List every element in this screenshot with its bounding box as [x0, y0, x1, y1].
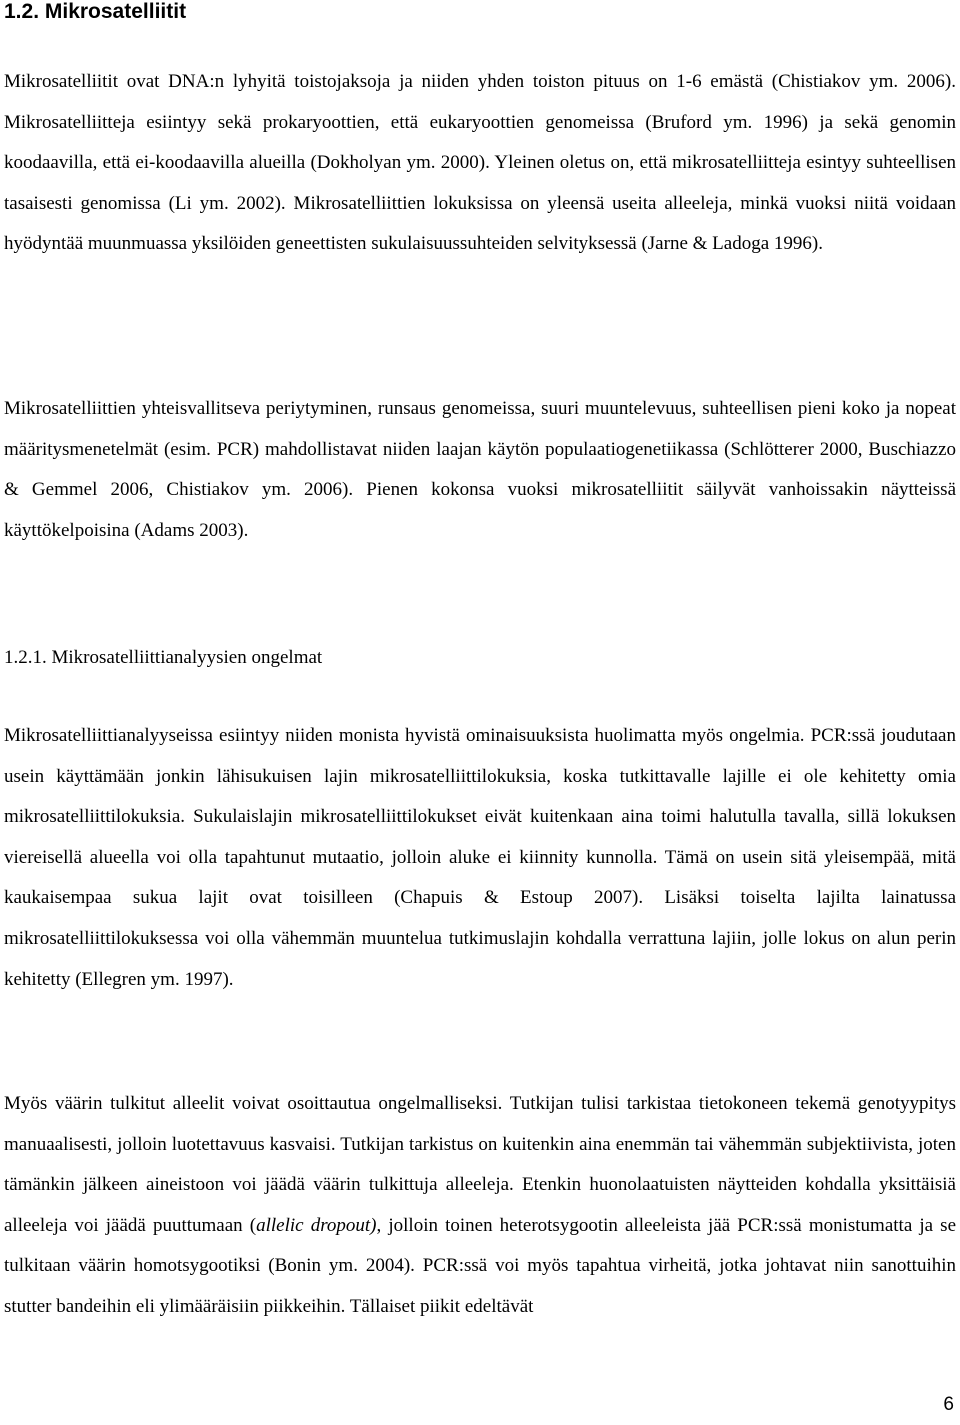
paragraph-3: Mikrosatelliittianalyyseissa esiintyy niiden monista hyvistä ominaisuuksista huolimatta myös ongelmia. PCR:ssä joudutaan usein käyttämään jonkin lähisukuisen lajin mikrosatelliittilokuksia, koska tutkittavalle lajille ei ole kehitetty omia mikrosatelliittilokuksia. Sukulaislajin mikrosatelliittilokukset eivät kuitenkaan aina toimi halutulla tavalla, sillä lokuksen viereisellä alueella voi olla tapahtunut mutaatio, jolloin aluke ei kiinnity kunnolla. Tämä on usein sitä yleisempää, mitä kaukaisempaa sukua lajit ovat toisilleen (Chapuis & Estoup 2007). Lisäksi toiselta lajilta lainatussa mikrosatelliittilokuksessa voi olla vähemmän muuntelua tutkimuslajin kohdalla verrattuna lajiin, jolle lokus on alun perin kehitetty (Ellegren ym. 1997). [4, 725, 956, 990]
paragraph-4 [4, 1084, 956, 1328]
subsection-heading: 1.2.1. Mikrosatelliittianalyysien ongelmat [4, 647, 323, 668]
paragraph-2: Mikrosatelliittien yhteisvallitseva periytyminen, runsaus genomeissa, suuri muuntelevuus, suhteellisen pieni koko ja nopeat määritysmenetelmät (esim. PCR) mahdollistavat niiden laajan käytön populaatiogenetiikassa (Schlötterer 2000, Buschiazzo & Gemmel 2006, Chistiakov ym. 2006). Pienen kokonsa vuoksi mikrosatelliitit säilyvät vanhoissakin näytteissä käyttökelpoisina (Adams 2003). [4, 398, 956, 541]
section-heading: 1.2. Mikrosatelliitit [4, 0, 187, 23]
paragraph-1: Mikrosatelliitit ovat DNA:n lyhyitä toistojaksoja ja niiden yhden toiston pituus on 1-6 emästä (Chistiakov ym. 2006). Mikrosatelliitteja esiintyy sekä prokaryoottien, että eukaryoottien genomeissa (Bruford ym. 1996) ja sekä genomin koodaavilla, että ei-koodaavilla alueilla (Dokholyan ym. 2000). Yleinen oletus on, että mikrosatelliitteja esintyy suhteellisen tasaisesti genomissa (Li ym. 2002). Mikrosatelliittien lokuksissa on yleensä useita alleeleja, minkä vuoksi niitä voidaan hyödyntää muunmuassa yksilöiden geneettisten sukulaisuussuhteiden selvityksessä (Jarne & Ladoga 1996). [4, 71, 956, 255]
paragraph-4-text-a: Myös väärin tulkitut alleelit voivat osoittautua ongelmalliseksi. Tutkijan tulisi tarkistaa tietokoneen tekemä genotyypitys manuaalisesti, jolloin luotettavuus kasvaisi. Tutkijan tarkistus on kuitenkin aina enemmän tai vähemmän subjektiivista, joten tämänkin jälkeen aineistoon voi jäädä väärin tulkittuja alleeleja. Etenkin huonolaatuisten näytteiden kohdalla yksittäisiä alleeleja voi jäädä puuttumaan ( [4, 1093, 956, 1236]
paragraph-4-italic-term: allelic dropout) [256, 1214, 377, 1236]
paragraph-4-text-b: , jolloin toinen heterotsygootin alleeleista jää PCR:ssä monistumatta ja se tulkitaan väärin homotsygootiksi (Bonin ym. 2004). PCR:ssä voi myös tapahtua virheitä, jotka johtavat niin sanottuihin stutter bandeihin eli ylimääräisiin piikkeihin. Tällaiset piikit edeltävät [4, 1214, 957, 1317]
page-number: 6 [943, 1394, 954, 1415]
